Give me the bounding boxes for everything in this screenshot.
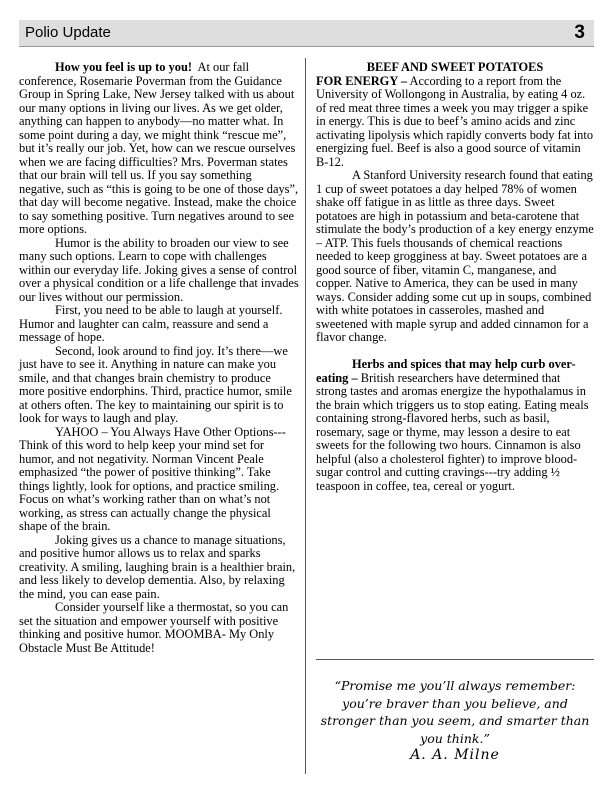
right-column bbox=[316, 61, 594, 493]
quote-block bbox=[316, 677, 594, 765]
humor-heading: How you feel is up to you! bbox=[55, 60, 192, 74]
beef-heading-line-1 bbox=[316, 61, 594, 75]
humor-text-1: At our fall conference, Rosemarie Poverman from the Guidance Group in Spring Lake, New Jersey talked with us about our many options in living our lives. As we get older, anything can happen to anybody—no matter what. In some point during a day, we might think “rescue me”, but it’s really our job. Yet, how can we rescue ourselves when we are facing difficulties? Mrs. Poverman states that our brain will tell us. If you say something negative, such as “this is going to be one of those days”, that day will become negative. Instead, make the choice to say something positive. Turn negatives around to see more options. bbox=[19, 60, 299, 236]
beef-heading-text: BEEF AND SWEET POTATOES bbox=[366, 60, 544, 74]
herbs-heading: Herbs and spices that may help curb over-eating – bbox=[316, 357, 576, 385]
quote-divider bbox=[316, 659, 594, 660]
beef-text-1: According to a report from the University of Wollongong in Australia, by eating 4 oz. of red meat three times a week you may trigger a spike in energy. This is due to beef’s amino acids and zinc activating lipolysis which rapidly converts body fat into energizing fuel. Beef is also a good source of vitamin B-12. bbox=[316, 73, 594, 169]
sweet-potato-paragraph: A Stanford University research found that eating 1 cup of sweet potatoes a day helped 78% of women shake off fatigue in as little as three days. Sweet potatoes are high in potassium and beta-carotene that stimulate the body’s production of a key energy enzyme – ATP. This fuels thousands of chemical reactions needed to keep grogginess at bay. Sweet potatoes are a good source of fiber, vitamin C, manganese, and copper. Native to America, they can be used in many ways. Consider adding some cut up in soups, combined with white potatoes in casseroles, mashed and sweetened with maple syrup and added cinnamon for a flavor change. bbox=[316, 168, 594, 344]
quote-author: A. A. Milne bbox=[410, 747, 500, 763]
humor-paragraph-3: First, you need to be able to laugh at yourself. Humor and laughter can calm, reassure and send a message of hope. bbox=[19, 303, 283, 344]
herbs-text: British researchers have determined that strong tastes and aromas energize the hypothalamus in the brain which triggers us to stop eating. Eating meals containing strong-flavored herbs, such as basil, rosemary, sage or thyme, may lesson a desire to eat sweets for the following two hours. Cinnamon is also helpful (also a cholesterol fighter) to improve blood-sugar control and cutting cravings---try adding ½ teaspoon in coffee, tea, cereal or yogurt. bbox=[316, 370, 589, 493]
page-header bbox=[19, 20, 594, 47]
humor-paragraph-2: Humor is the ability to broaden our view to see many such options. Learn to cope with challenges within our everyday life. Joking gives a sense of control over a physical condition or a life challenge that invades our lives without our permission. bbox=[19, 235, 299, 304]
left-column bbox=[19, 61, 299, 655]
quote-text: “Promise me you’ll always remember: you’re braver than you believe, and stronger than you seem, and smarter than you think.” bbox=[320, 678, 590, 746]
humor-paragraph-1 bbox=[19, 61, 299, 237]
beef-paragraph-1 bbox=[316, 75, 594, 170]
yahoo-paragraph: YAHOO – You Always Have Other Options---Think of this word to help keep your mind set for humor, and not negativity. Norman Vincent Peale emphasized “the power of positive thinking”. Take things lightly, look for options, and practice smiling. Focus on what’s working rather than on what’s not working, as stress can actually change the physical shape of the brain. bbox=[19, 424, 286, 533]
beef-heading-line-2: FOR ENERGY – bbox=[316, 73, 408, 88]
page-number: 3 bbox=[574, 22, 585, 43]
newsletter-title: Polio Update bbox=[25, 24, 111, 41]
column-divider bbox=[305, 58, 306, 774]
moomba-paragraph: Consider yourself like a thermostat, so you can set the situation and empower yourself with positive thinking and positive humor. MOOMBA- My Only Obstacle Must Be Attitude! bbox=[19, 600, 289, 655]
herbs-paragraph bbox=[316, 358, 594, 493]
humor-paragraph-6: Joking gives us a chance to manage situations, and positive humor allows us to relax and sparks creativity. A smiling, laughing brain is a healthier brain, and less likely to develop dementia. Also, by relaxing the mind, you can ease pain. bbox=[19, 532, 296, 601]
humor-paragraph-4: Second, look around to find joy. It’s there—we just have to see it. Anything in nature can make you smile, and that changes brain chemistry to produce more positive endorphins. Third, practice humor, smile at others often. The key to maintaining our spirit is to look for ways to laugh and play. bbox=[19, 343, 292, 425]
